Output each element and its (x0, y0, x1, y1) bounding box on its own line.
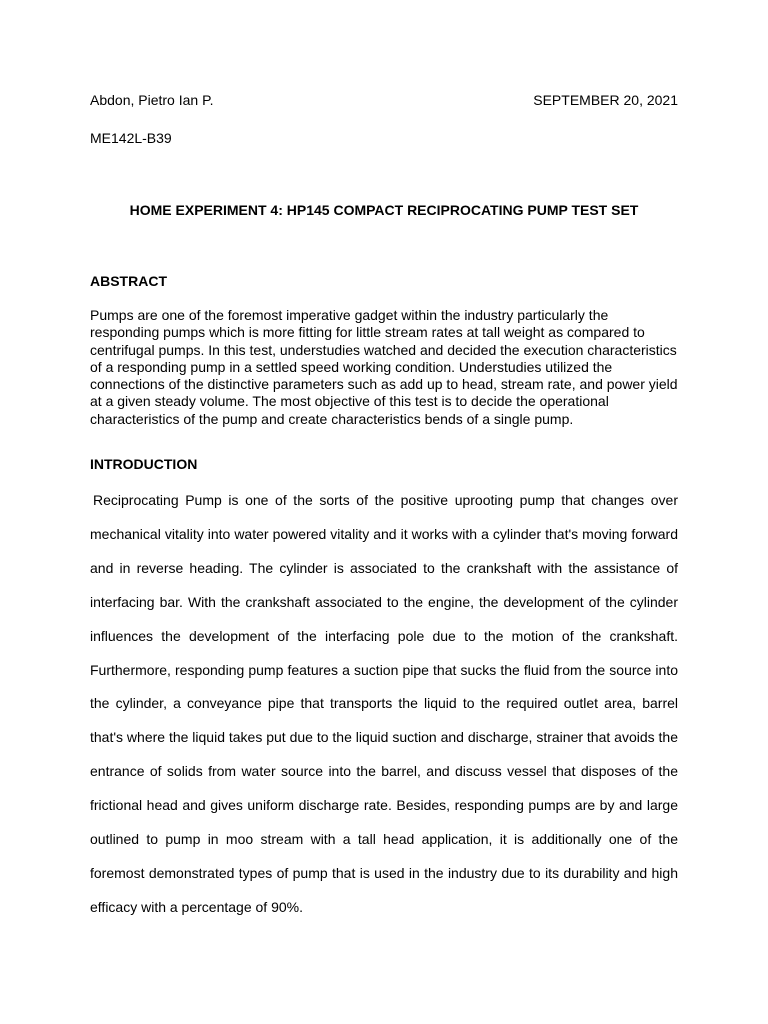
introduction-heading: INTRODUCTION (90, 456, 198, 472)
abstract-paragraph: Pumps are one of the foremost imperative gadget within the industry particularly the responding pumps which is more fitting for little stream rates at tall weight as compared to centrifugal pumps. In this test, understudies watched and decided the execution characteristics of a responding pump in a settled speed working condition. Understudies utilized the connections of the distinctive parameters such as add up to head, stream rate, and power yield at a given steady volume. The most objective of this test is to decide the operational characteristics of the pump and create characteristics bends of a single pump. (90, 307, 678, 427)
document-date: SEPTEMBER 20, 2021 (533, 92, 678, 108)
author-name: Abdon, Pietro Ian P. (90, 92, 214, 108)
header-row (90, 92, 678, 112)
abstract-heading: ABSTRACT (90, 273, 167, 289)
introduction-paragraph: Reciprocating Pump is one of the sorts of the positive uprooting pump that changes over mechanical vitality into water powered vitality and it works with a cylinder that's moving forward and in reverse heading. The cylinder is associated to the crankshaft with the assistance of interfacing bar. With the crankshaft associated to the engine, the development of the cylinder influences the development of the interfacing pole due to the motion of the crankshaft. Furthermore, responding pump features a suction pipe that sucks the fluid from the source into the cylinder, a conveyance pipe that transports the liquid to the required outlet area, barrel that's where the liquid takes put due to the liquid suction and discharge, strainer that avoids the entrance of solids from water source into the barrel, and discuss vessel that disposes of the frictional head and gives uniform discharge rate. Besides, responding pumps are by and large outlined to pump in moo stream with a tall head application, it is additionally one of the foremost demonstrated types of pump that is used in the industry due to its durability and high efficacy with a percentage of 90%. (90, 492, 678, 915)
course-code: ME142L-B39 (90, 130, 172, 146)
document-title: HOME EXPERIMENT 4: HP145 COMPACT RECIPROCATING PUMP TEST SET (129, 202, 639, 218)
